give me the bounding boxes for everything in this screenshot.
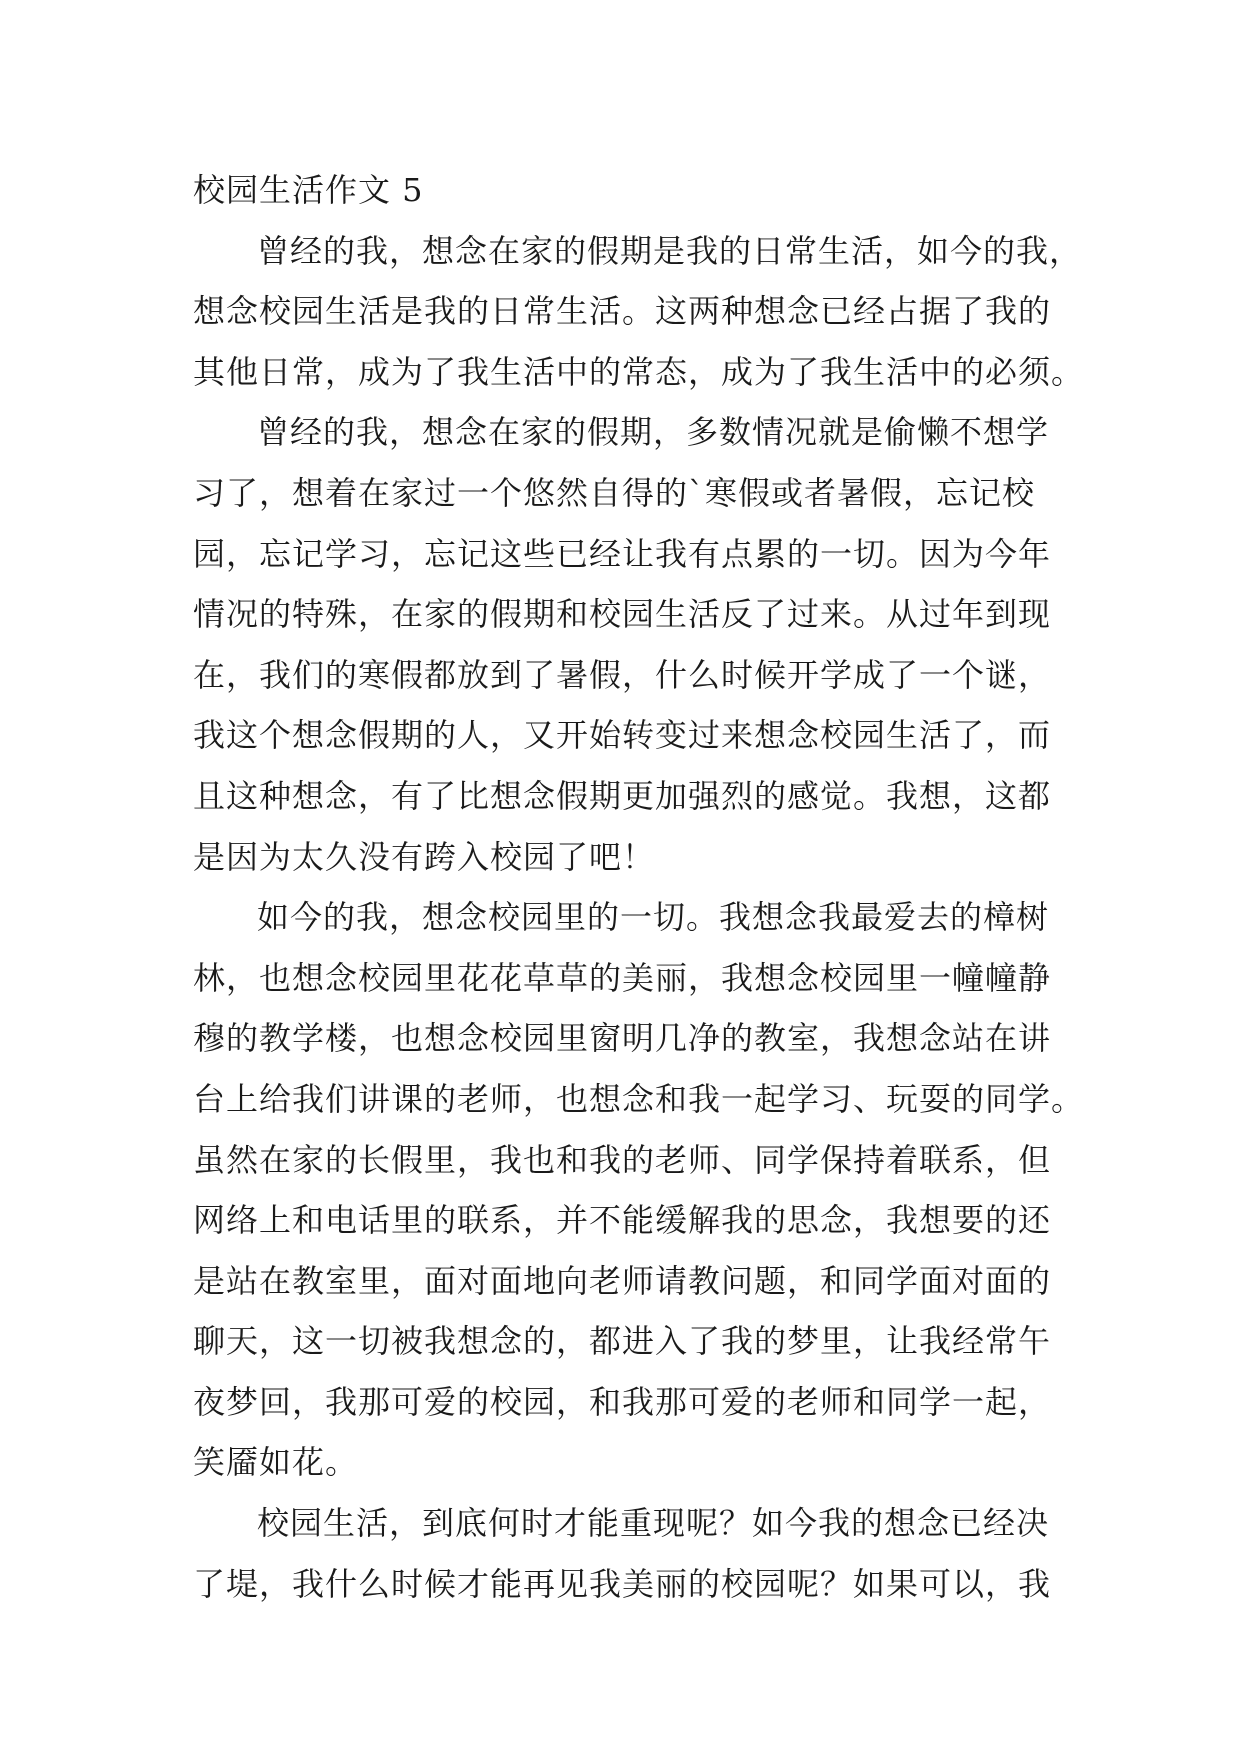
text-line: 情况的特殊，在家的假期和校园生活反了过来。从过年到现: [193, 595, 1052, 634]
text-line: 台上给我们讲课的老师，也想念和我一起学习、玩耍的同学。: [193, 1079, 1085, 1118]
text-line: 校园生活，到底何时才能重现呢？如今我的想念已经决: [257, 1504, 1050, 1543]
text-line: 笑靥如花。: [193, 1443, 359, 1482]
text-line: 在，我们的寒假都放到了暑假，什么时候开学成了一个谜，: [193, 655, 1052, 694]
text-line: 其他日常，成为了我生活中的常态，成为了我生活中的必须。: [193, 352, 1085, 391]
paragraph-2: [193, 402, 1073, 887]
text-line: 我这个想念假期的人，又开始转变过来想念校园生活了，而: [193, 716, 1052, 755]
text-line: 了堤，我什么时候才能再见我美丽的校园呢？如果可以，我: [193, 1564, 1052, 1603]
text-line: 网络上和电话里的联系，并不能缓解我的思念，我想要的还: [193, 1201, 1052, 1240]
text-line: 曾经的我，想念在家的假期是我的日常生活，如今的我，: [257, 231, 1083, 270]
essay-body: [193, 160, 1085, 1614]
paragraph-3: [193, 887, 1085, 1493]
text-line: 是因为太久没有跨入校园了吧！: [193, 837, 656, 876]
text-line: 园，忘记学习，忘记这些已经让我有点累的一切。因为今年: [193, 534, 1052, 573]
essay-title: 校园生活作文 5: [193, 171, 424, 209]
text-line: 穆的教学楼，也想念校园里窗明几净的教室，我想念站在讲: [193, 1019, 1052, 1058]
paragraph-4: [193, 1493, 1073, 1614]
text-line: 曾经的我，想念在家的假期，多数情况就是偷懒不想学: [257, 413, 1050, 452]
text-line: 且这种想念，有了比想念假期更加强烈的感觉。我想，这都: [193, 776, 1052, 815]
text-line: 夜梦回，我那可爱的校园，和我那可爱的老师和同学一起，: [193, 1382, 1052, 1421]
text-line: 是站在教室里，面对面地向老师请教问题，和同学面对面的: [193, 1261, 1052, 1300]
text-line: 林，也想念校园里花花草草的美丽，我想念校园里一幢幢静: [193, 958, 1052, 997]
paragraph-1: [193, 221, 1085, 403]
text-line: 虽然在家的长假里，我也和我的老师、同学保持着联系，但: [193, 1140, 1052, 1179]
text-line: 想念校园生活是我的日常生活。这两种想念已经占据了我的: [193, 292, 1052, 331]
text-line: 如今的我，想念校园里的一切。我想念我最爱去的樟树: [257, 898, 1050, 937]
text-line: 聊天，这一切被我想念的，都进入了我的梦里，让我经常午: [193, 1322, 1052, 1361]
text-line: 习了，想着在家过一个悠然自得的`寒假或者暑假，忘记校: [193, 473, 1036, 512]
